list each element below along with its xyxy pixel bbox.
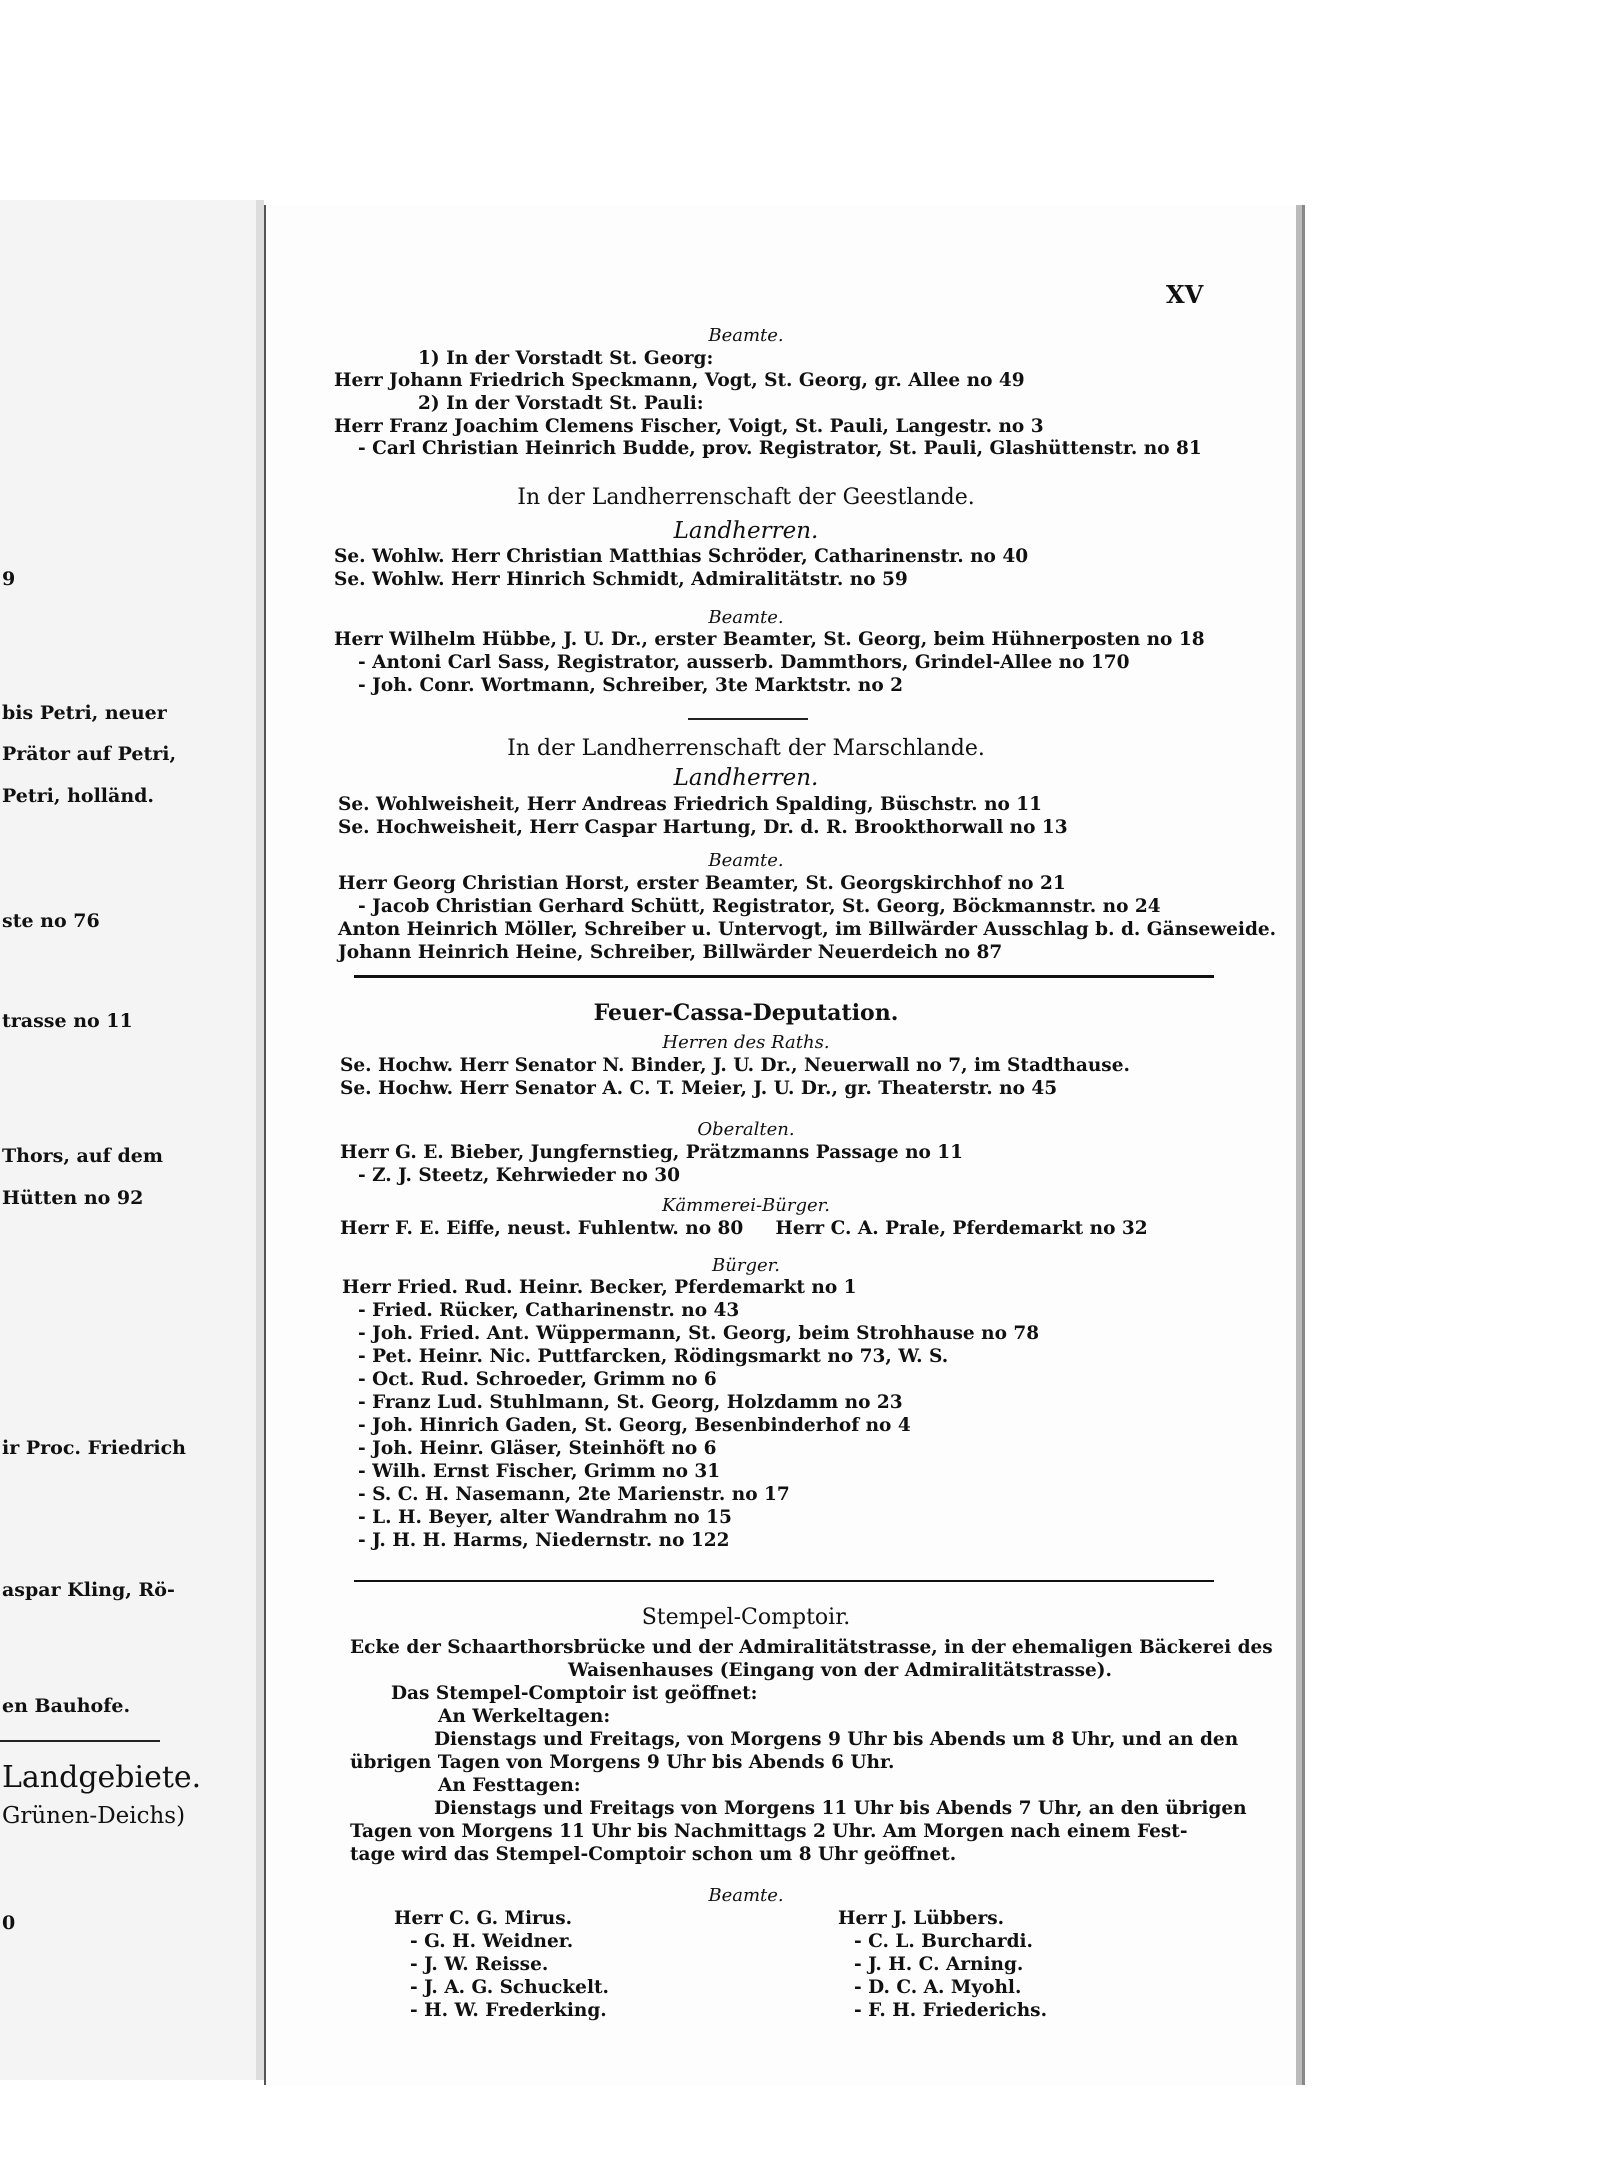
list-item: - Joh. Fried. Ant. Wüppermann, St. Georg, beim Strohhause no 78 — [358, 1323, 1040, 1344]
entry-line: Herr F. E. Eiffe, neust. Fuhlentw. no 80 Herr C. A. Prale, Pferdemarkt no 32 — [340, 1218, 1148, 1239]
list-item: - Pet. Heinr. Nic. Puttfarcken, Rödingsmarkt no 73, W. S. — [358, 1346, 949, 1367]
section-label: Beamte. — [708, 607, 784, 628]
fragment-line: trasse no 11 — [2, 1010, 133, 1032]
subsection-label: 1) In der Vorstadt St. Georg: — [418, 348, 714, 369]
list-item: - C. L. Burchardi. — [854, 1931, 1033, 1952]
fragment-line: Hütten no 92 — [2, 1187, 144, 1209]
section-label: Kämmerei-Bürger. — [661, 1195, 830, 1216]
address-line: Waisenhauses (Eingang von der Admiralitätstrasse). — [568, 1660, 1112, 1681]
entry-line: Anton Heinrich Möller, Schreiber u. Untervogt, im Billwärder Ausschlag b. d. Gänseweide. — [338, 919, 1277, 940]
list-item: - D. C. A. Myohl. — [854, 1977, 1022, 1998]
section-title: Stempel-Comptoir. — [641, 1605, 851, 1630]
list-item: Herr C. G. Mirus. — [394, 1908, 573, 1929]
section-label: Beamte. — [708, 850, 784, 871]
list-item: - J. W. Reisse. — [410, 1954, 549, 1975]
list-item: - Joh. Heinr. Gläser, Steinhöft no 6 — [358, 1438, 717, 1459]
fragment-line: ste no 76 — [2, 910, 100, 932]
entry-line: Herr Johann Friedrich Speckmann, Vogt, St. Georg, gr. Allee no 49 — [334, 370, 1025, 391]
document-page — [264, 205, 1296, 2085]
page-number: XV — [1166, 280, 1204, 309]
previous-page-fragment — [0, 200, 259, 2080]
section-label: Oberalten. — [697, 1119, 795, 1140]
fragment-line: Petri, holländ. — [2, 785, 155, 807]
entry-line: Se. Hochw. Herr Senator N. Binder, J. U. Dr., Neuerwall no 7, im Stadthause. — [340, 1055, 1130, 1076]
entry-line: Se. Hochw. Herr Senator A. C. T. Meier, J. U. Dr., gr. Theaterstr. no 45 — [340, 1078, 1058, 1099]
divider — [354, 1580, 1214, 1582]
list-item: - J. H. H. Harms, Niedernstr. no 122 — [358, 1530, 730, 1551]
list-item: - F. H. Friederichs. — [854, 2000, 1048, 2021]
entry-line: Johann Heinrich Heine, Schreiber, Billwärder Neuerdeich no 87 — [338, 942, 1003, 963]
subsection-label: 2) In der Vorstadt St. Pauli: — [418, 393, 704, 414]
entry-line: - Antoni Carl Sass, Registrator, ausserb. Dammthors, Grindel-Allee no 170 — [358, 652, 1130, 673]
list-item: - Wilh. Ernst Fischer, Grimm no 31 — [358, 1461, 721, 1482]
entry-line: Herr Franz Joachim Clemens Fischer, Voigt, St. Pauli, Langestr. no 3 — [334, 416, 1044, 437]
fragment-line: Prätor auf Petri, — [2, 743, 177, 765]
divider — [0, 1740, 160, 1742]
section-label: Landherren. — [673, 518, 819, 544]
section-title: Feuer-Cassa-Deputation. — [593, 1000, 899, 1026]
beamte-list-left — [394, 1908, 609, 2023]
list-item: - H. W. Frederking. — [410, 2000, 607, 2021]
divider — [688, 718, 808, 720]
section-label: Landherren. — [673, 765, 819, 791]
fragment-line: 0 — [2, 1912, 16, 1934]
entry-line: Herr G. E. Bieber, Jungfernstieg, Prätzmanns Passage no 11 — [340, 1142, 964, 1163]
entry-line: Se. Wohlw. Herr Hinrich Schmidt, Admiralitätstr. no 59 — [334, 569, 908, 590]
entry-line: - Carl Christian Heinrich Budde, prov. Registrator, St. Pauli, Glashüttenstr. no 81 — [358, 438, 1202, 459]
list-item: Herr J. Lübbers. — [838, 1908, 1005, 1929]
hours-label: An Festtagen: — [438, 1775, 581, 1796]
entry-line: Se. Hochweisheit, Herr Caspar Hartung, Dr. d. R. Brookthorwall no 13 — [338, 817, 1068, 838]
entry-line: - Z. J. Steetz, Kehrwieder no 30 — [358, 1165, 680, 1186]
fragment-line: aspar Kling, Rö- — [2, 1579, 175, 1601]
hours-line: übrigen Tagen von Morgens 9 Uhr bis Abends 6 Uhr. — [350, 1752, 895, 1773]
fragment-line: en Bauhofe. — [2, 1695, 131, 1717]
entry-line: Herr Wilhelm Hübbe, J. U. Dr., erster Beamter, St. Georg, beim Hühnerposten no 18 — [334, 629, 1205, 650]
entry-line: Herr Georg Christian Horst, erster Beamter, St. Georgskirchhof no 21 — [338, 873, 1066, 894]
list-item: - S. C. H. Nasemann, 2te Marienstr. no 17 — [358, 1484, 790, 1505]
list-item: - Fried. Rücker, Catharinenstr. no 43 — [358, 1300, 740, 1321]
buerger-list — [342, 1277, 1039, 1553]
entry-line: - Jacob Christian Gerhard Schütt, Registrator, St. Georg, Böckmannstr. no 24 — [358, 896, 1161, 917]
list-item: - Joh. Hinrich Gaden, St. Georg, Besenbinderhof no 4 — [358, 1415, 911, 1436]
fragment-line: 9 — [2, 568, 16, 590]
hours-line: tage wird das Stempel-Comptoir schon um 8 Uhr geöffnet. — [350, 1844, 957, 1865]
fragment-heading: Landgebiete. — [2, 1760, 202, 1795]
entry-line: Se. Wohlweisheit, Herr Andreas Friedrich Spalding, Büschstr. no 11 — [338, 794, 1043, 815]
entry-line: Se. Wohlw. Herr Christian Matthias Schröder, Catharinenstr. no 40 — [334, 546, 1029, 567]
list-item: - J. H. C. Arning. — [854, 1954, 1024, 1975]
section-label: Herren des Raths. — [662, 1032, 830, 1053]
list-item: - Franz Lud. Stuhlmann, St. Georg, Holzdamm no 23 — [358, 1392, 903, 1413]
fragment-line: ir Proc. Friedrich — [2, 1437, 186, 1459]
section-label: Beamte. — [708, 325, 784, 346]
hours-label: Das Stempel-Comptoir ist geöffnet: — [391, 1683, 758, 1704]
fragment-line: Thors, auf dem — [2, 1145, 163, 1167]
entry-line: - Joh. Conr. Wortmann, Schreiber, 3te Marktstr. no 2 — [358, 675, 904, 696]
list-item: Herr Fried. Rud. Heinr. Becker, Pferdemarkt no 1 — [342, 1277, 857, 1298]
book-gutter — [256, 200, 264, 2080]
section-label: Bürger. — [712, 1255, 780, 1276]
divider — [354, 975, 1214, 978]
beamte-list-right — [838, 1908, 1047, 2023]
list-item: - G. H. Weidner. — [410, 1931, 574, 1952]
fragment-line: Grünen-Deichs) — [2, 1803, 186, 1829]
hours-line: Dienstags und Freitags, von Morgens 9 Uhr bis Abends um 8 Uhr, und an den — [434, 1729, 1239, 1750]
hours-label: An Werkeltagen: — [438, 1706, 611, 1727]
section-title: In der Landherrenschaft der Geestlande. — [517, 485, 975, 510]
list-item: - Oct. Rud. Schroeder, Grimm no 6 — [358, 1369, 717, 1390]
section-title: In der Landherrenschaft der Marschlande. — [507, 736, 985, 761]
list-item: - J. A. G. Schuckelt. — [410, 1977, 609, 1998]
hours-line: Dienstags und Freitags von Morgens 11 Uhr bis Abends 7 Uhr, an den übrigen — [434, 1798, 1247, 1819]
section-label: Beamte. — [708, 1885, 784, 1906]
address-line: Ecke der Schaarthorsbrücke und der Admiralitätstrasse, in der ehemaligen Bäckerei des — [350, 1637, 1273, 1658]
fragment-line: bis Petri, neuer — [2, 702, 167, 724]
hours-line: Tagen von Morgens 11 Uhr bis Nachmittags 2 Uhr. Am Morgen nach einem Fest- — [350, 1821, 1188, 1842]
list-item: - L. H. Beyer, alter Wandrahm no 15 — [358, 1507, 732, 1528]
